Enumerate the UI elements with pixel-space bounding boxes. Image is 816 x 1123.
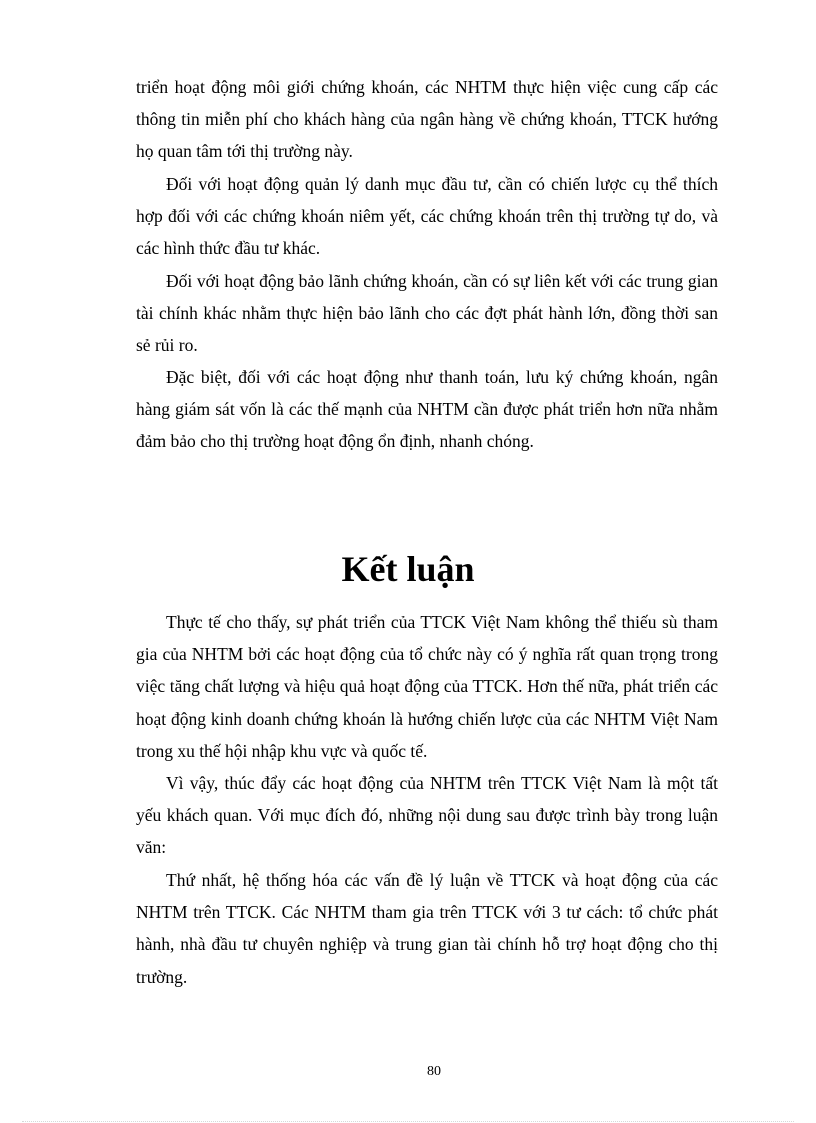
page-number: 80	[427, 1064, 441, 1079]
conclusion-paragraph-intro: Thực tế cho thấy, sự phát triển của TTCK Việt Nam không thể thiếu sù tham gia của NHTM bởi các hoạt động của tổ chức này có ý nghĩa rất quan trọng trong việc tăng chất lượng và hiệu quả hoạt động của TTCK. Hơn thế nữa, phát triển các hoạt động kinh doanh chứng khoán là hướng chiến lược của các NHTM Việt Nam trong xu thế hội nhập khu vực và quốc tế.	[136, 612, 718, 761]
conclusion-paragraph-objective: Vì vậy, thúc đẩy các hoạt động của NHTM trên TTCK Việt Nam là một tất yếu khách quan. Với mục đích đó, những nội dung sau được trình bày trong luận văn:	[136, 773, 718, 858]
body-paragraph-continuation: triển hoạt động môi giới chứng khoán, các NHTM thực hiện việc cung cấp các thông tin miễn phí cho khách hàng của ngân hàng về chứng khoán, TTCK hướng họ quan tâm tới thị trường này.	[136, 77, 718, 162]
page-bottom-divider	[22, 1121, 794, 1122]
body-paragraph-portfolio-management: Đối với hoạt động quản lý danh mục đầu tư, cần có chiến lược cụ thể thích hợp đối với các chứng khoán niêm yết, các chứng khoán trên thị trường tự do, và các hình thức đầu tư khác.	[136, 174, 718, 259]
conclusion-paragraph-first-point: Thứ nhất, hệ thống hóa các vấn đề lý luận về TTCK và hoạt động của các NHTM trên TTCK. Các NHTM tham gia trên TTCK với 3 tư cách: tổ chức phát hành, nhà đầu tư chuyên nghiệp và trung gian tài chính hỗ trợ hoạt động cho thị trường.	[136, 870, 718, 987]
body-paragraph-custody: Đặc biệt, đối với các hoạt động như thanh toán, lưu ký chứng khoán, ngân hàng giám sát vốn là các thế mạnh của NHTM cần được phát triển hơn nữa nhằm đảm bảo cho thị trường hoạt động ổn định, nhanh chóng.	[136, 367, 718, 452]
conclusion-heading: Kết luận	[341, 549, 475, 589]
body-paragraph-underwriting: Đối với hoạt động bảo lãnh chứng khoán, cần có sự liên kết với các trung gian tài chính khác nhằm thực hiện bảo lãnh cho các đợt phát hành lớn, đồng thời san sẻ rủi ro.	[136, 271, 718, 356]
